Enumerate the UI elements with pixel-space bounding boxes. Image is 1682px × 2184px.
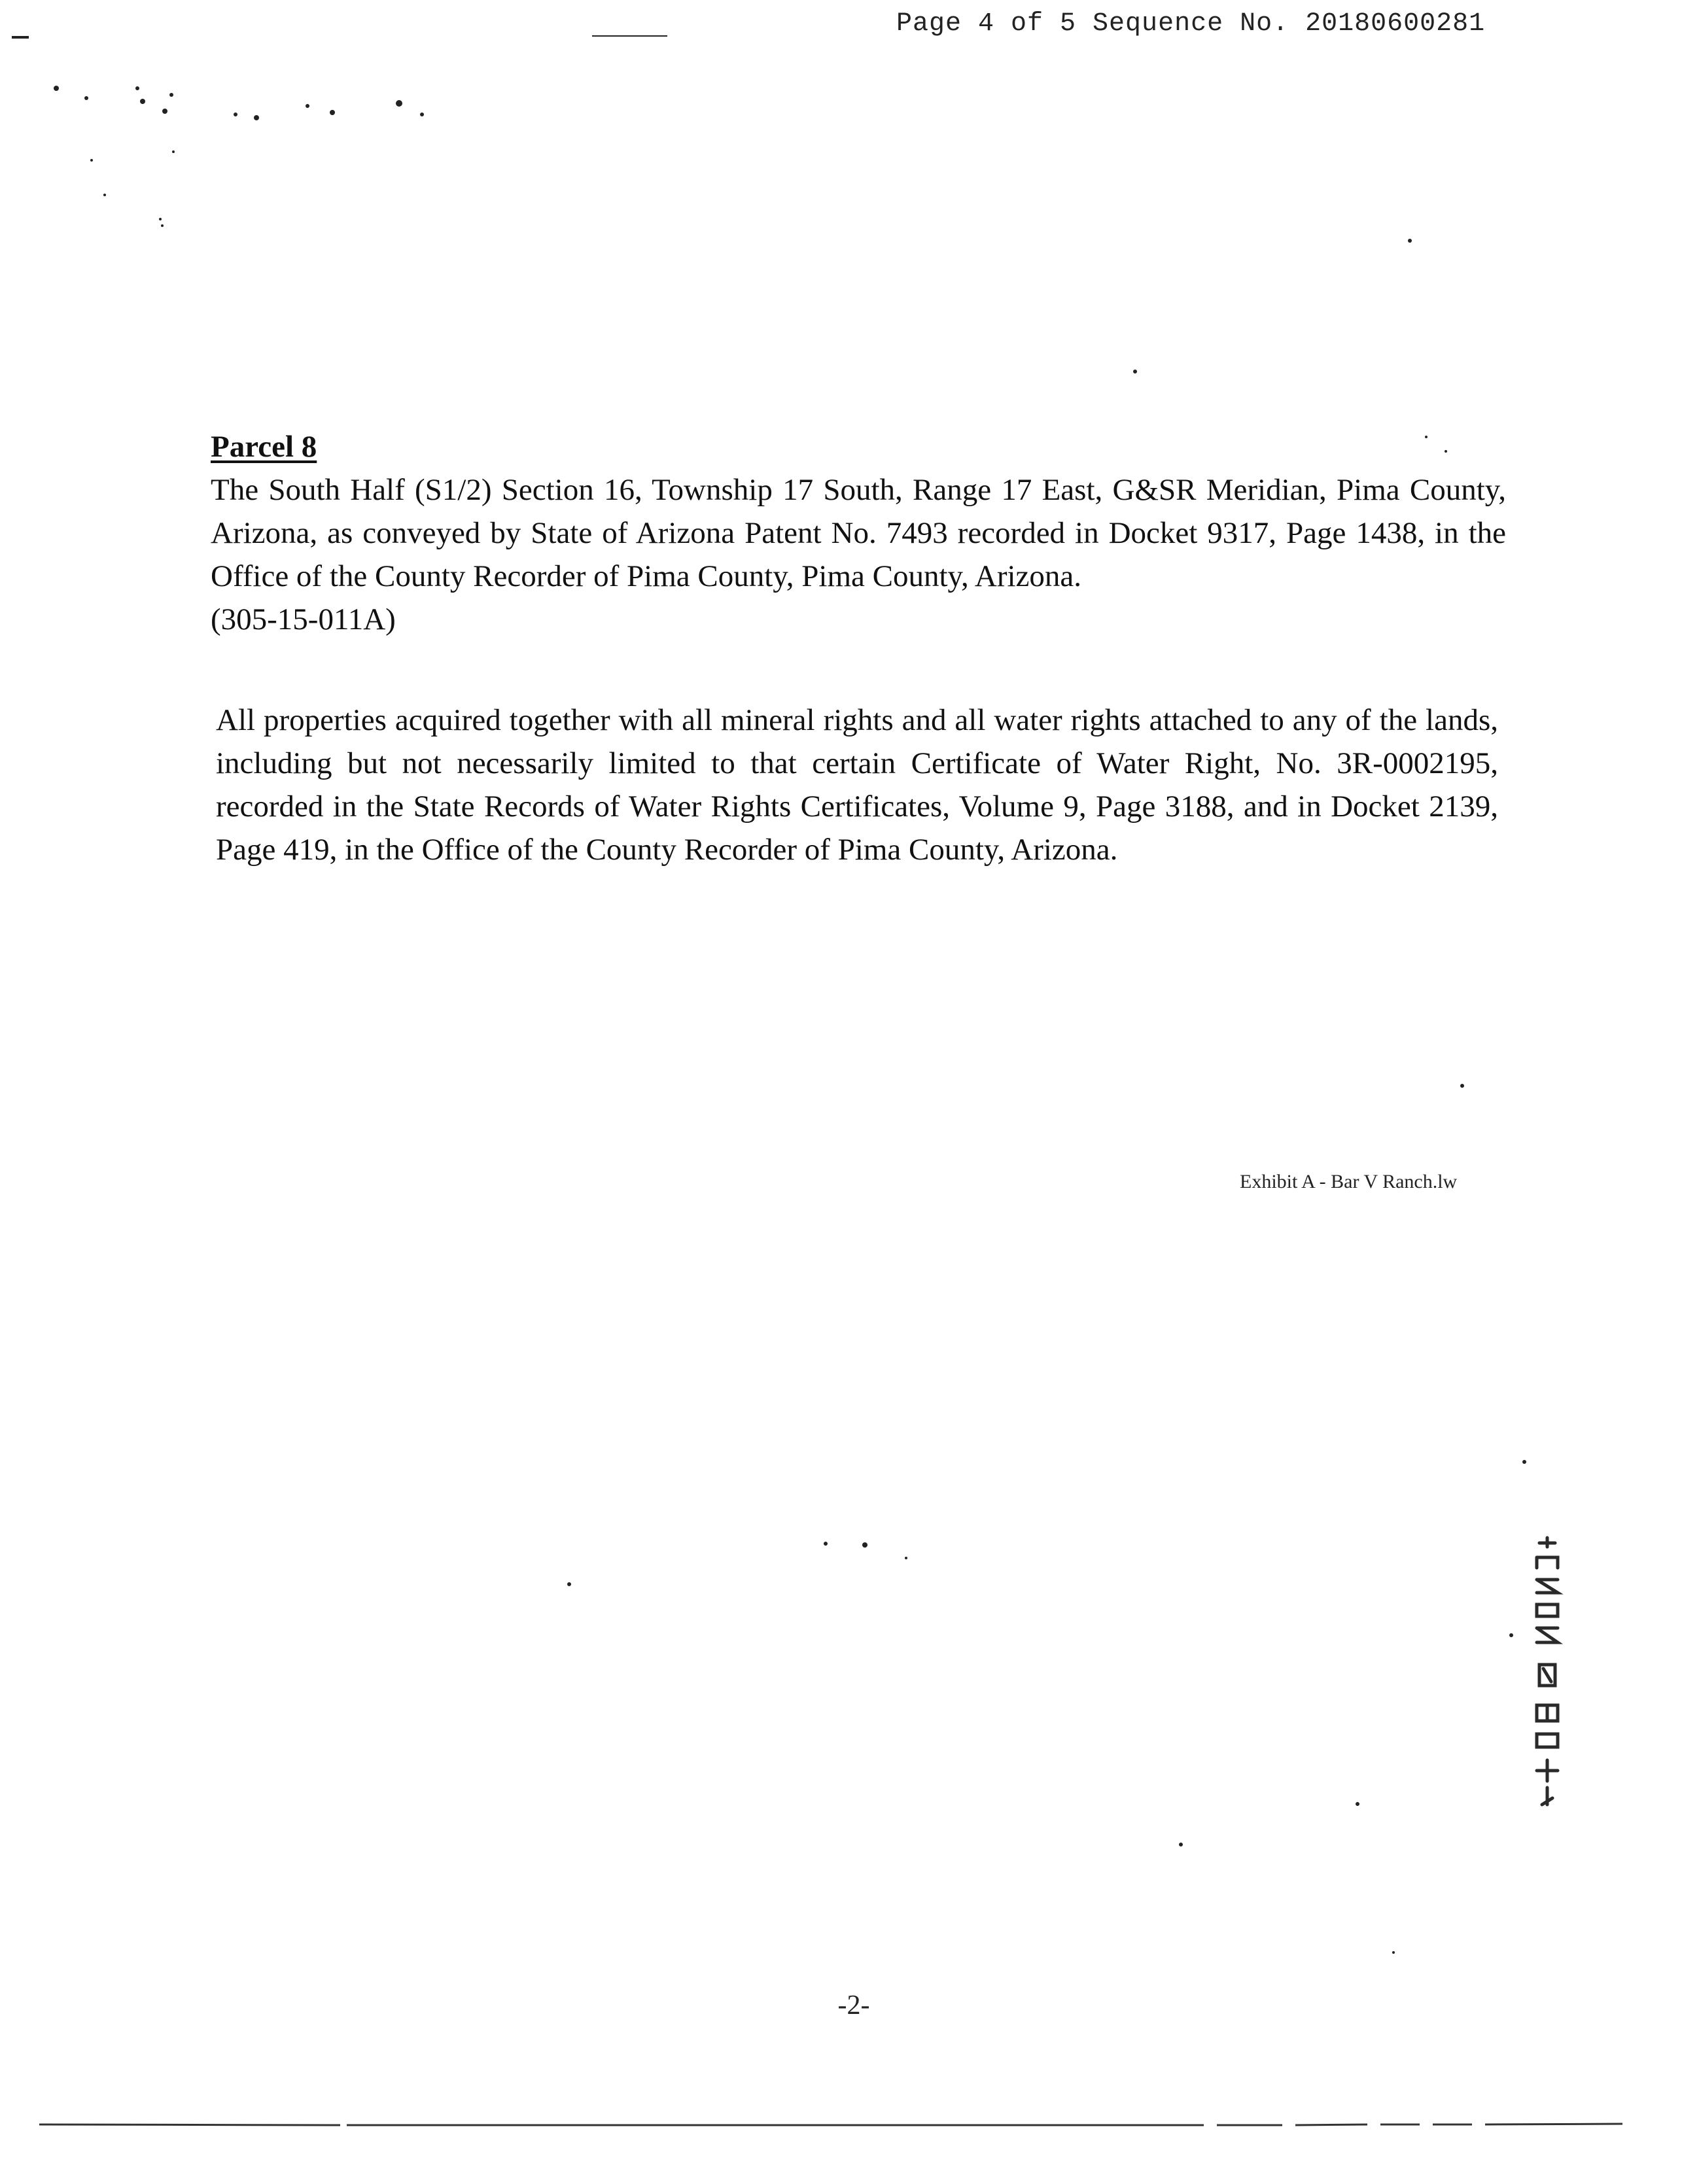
bottom-rule — [39, 2123, 1622, 2128]
parcel-section — [211, 425, 1506, 641]
page-sequence-header: Page 4 of 5 Sequence No. 20180600281 — [896, 9, 1486, 39]
rights-paragraph: All properties acquired together with all mineral rights and all water rights attached to any of the lands, including but not necessarily limited to that certain Certificate of Water Right, No. 3R-0002195, recorded in the State Records of Water Rights Certificates, Volume 9, Page 3188, and in Docket 2139, Page 419, in the Office of the County Recorder of Pima County, Arizona. — [216, 703, 1498, 867]
exhibit-label: Exhibit A - Bar V Ranch.lw — [1240, 1171, 1458, 1192]
parcel-description: The South Half (S1/2) Section 16, Township 17 South, Range 17 East, G&SR Meridian, Pima County, Arizona, as conveyed by State of Arizona Patent No. 7493 recorded in Docket 9317, Page 1438, in the Office of the County Recorder of Pima County, Pima County, Arizona. — [211, 473, 1506, 593]
parcel-heading: Parcel 8 — [211, 430, 317, 464]
page-number: -2- — [837, 1990, 870, 2020]
docket-stamp — [1528, 1534, 1567, 1809]
parcel-apn: (305-15-011A) — [211, 602, 396, 636]
